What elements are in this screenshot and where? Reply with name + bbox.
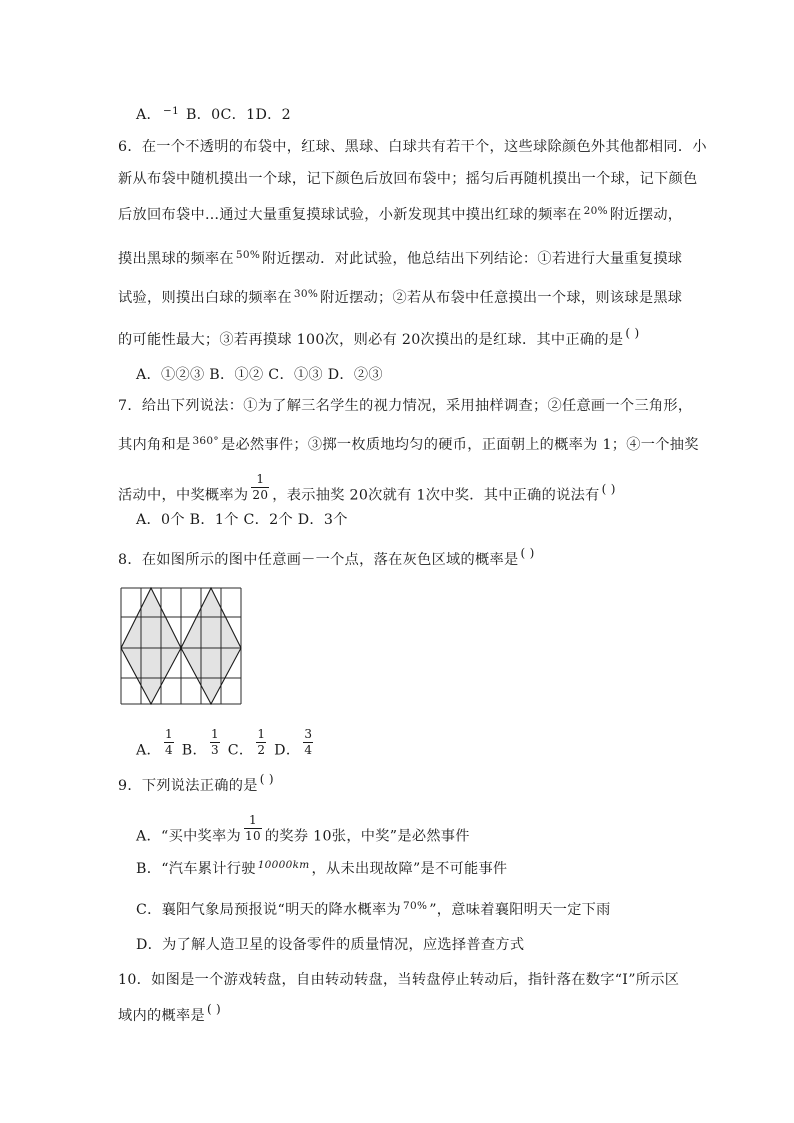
fraction: $\frac{1}{2}$ [257,727,266,757]
fraction: $\frac{1}{4}$ [165,727,173,757]
q7-line-1: 7．给出下列说法：①为了解三名学生的视力情况，采用抽样调查；②任意画一个三角形， [118,398,693,414]
q5-options: A． $^{-1}$ B．0C．1D．2 [136,105,291,123]
q6-line-1: 6．在一个不透明的布袋中，红球、黑球、白球共有若干个，这些球除颜色外其他都相同．小 [118,139,707,155]
answer-paren: ( ) [520,546,535,560]
q10-line-1: 10．如图是一个游戏转盘，自由转动转盘，当转盘停止转动后，指针落在数字“Ⅰ”所示区 [118,972,680,988]
q6-options: A．①②③ B．①② C．①③ D．②③ [136,367,383,383]
q6-line-3: 后放回布袋中…通过大量重复摸球试验，小新发现其中摸出红球的频率在 $^{20\%}$ 附近摆动， [118,205,683,223]
gray-rhombus-left [121,588,181,704]
fraction: $\frac{1}{10}$ [245,813,261,843]
q8-options: A． $\frac{1}{4}$ B． $\frac{1}{3}$ C． $\frac{1}{2}$ D． $\frac{3}{4}$ [136,727,313,759]
answer-paren: ( ) [601,481,616,496]
q9-option-b: B．“汽车累计行驶 $^{10000km}$ ，从未出现故障”是不可能事件 [136,859,508,877]
q6-line-2: 新从布袋中随机摸出一个球，记下颜色后放回布袋中；摇匀后再随机摸出一个球，记下颜色 [118,171,698,187]
fraction: $\frac{1}{3}$ [211,727,219,757]
fraction: $\frac{1}{20}$ [252,472,269,502]
q9-option-c: C．襄阳气象局预报说“明天的降水概率为 $^{70\%}$ ”，意味着襄阳明天一定下雨 [136,900,611,918]
fraction: $\frac{3}{4}$ [304,727,313,757]
q6-line-6: 的可能性最大；③若再摸球 100次，则必有 20次摸出的是红球．其中正确的是 ( ) [118,326,640,348]
answer-paren: ( ) [625,326,640,340]
q7-line-2: 其内角和是 $^{360^\circ}$ 是必然事件；③掷一枚质地均匀的硬币，正面朝上的概率为 1；④一个抽奖 [118,435,699,453]
answer-paren: ( ) [259,772,274,786]
q7-options: A．0个 B．1个 C．2个 D．3个 [136,512,348,528]
rhombus-grid-figure [120,585,244,707]
q10-line-2: 域内的概率是 ( ) [118,1002,222,1024]
q7-line-3: 活动中，中奖概率为 $\frac{1}{20}$ ，表示抽奖 20次就有 1次中奖．其中正确的说法有 ( ) [118,472,616,504]
q9-option-a: A．“买中奖率为 $\frac{1}{10}$ 的奖券 10张，中奖”是必然事件 [136,813,470,845]
q8-line-1: 8．在如图所示的图中任意画－一个点，落在灰色区域的概率是 ( ) [118,546,535,568]
q9-line-1: 9．下列说法正确的是 ( ) [118,772,274,794]
answer-paren: ( ) [206,1002,222,1016]
q6-line-4: 摸出黑球的频率在 $^{50\%}$ 附近摆动．对此试验，他总结出下列结论：①若进行大量重复摸球 [118,249,683,267]
q9-option-d: D．为了解人造卫星的设备零件的质量情况，应选择普查方式 [136,937,525,953]
gray-rhombus-right [181,588,241,704]
q6-line-5: 试验，则摸出白球的频率在 $^{30\%}$ 附近摆动；②若从布袋中任意摸出一个球，则该球是黑球 [118,288,683,306]
